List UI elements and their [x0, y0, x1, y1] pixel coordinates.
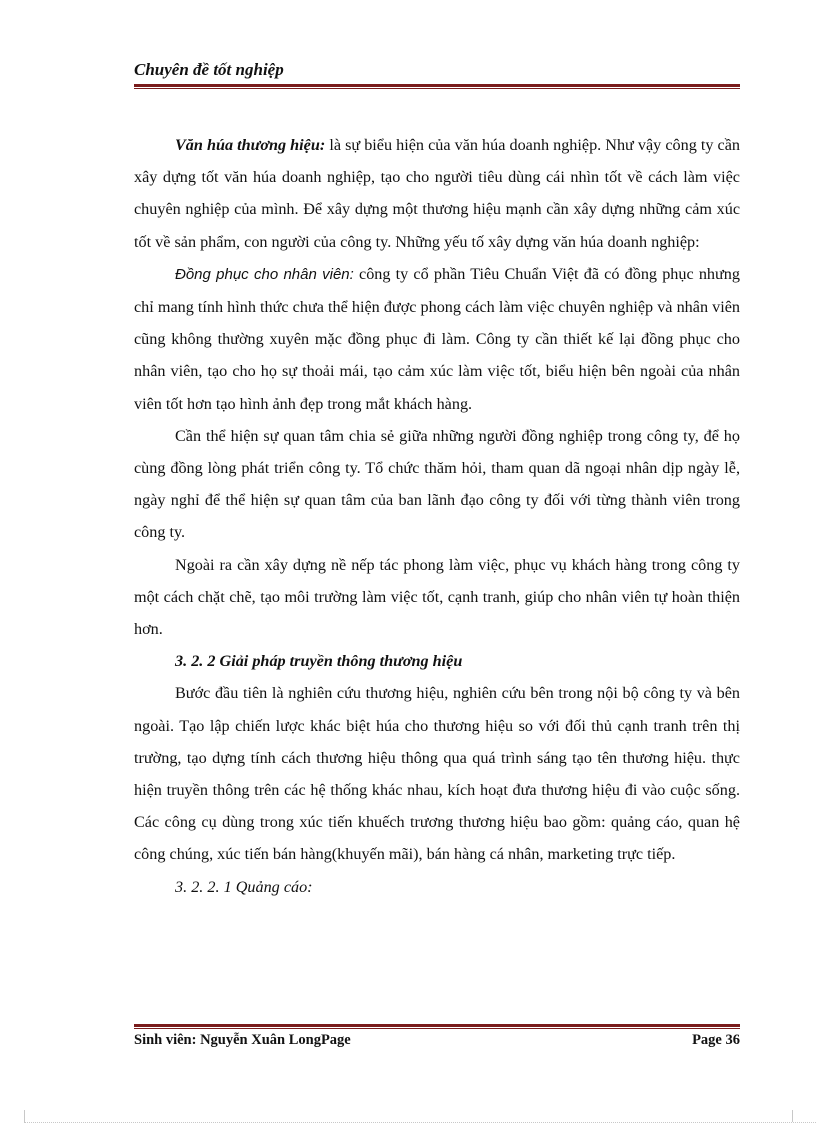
page-header [134, 60, 740, 80]
paragraph-text: công ty cổ phần Tiêu Chuẩn Việt đã có đồng phục nhưng chỉ mang tính hình thức chưa thể hiện được phong cách làm việc chuyên nghiệp và nhân viên cũng không thường xuyên mặc đồng phục đi làm. Công ty cần thiết kế lại đồng phục cho nhân viên, tạo cho họ sự thoải mái, tạo cảm xúc làm việc tốt, biểu hiện bên ngoài của nhân viên tốt hơn tạo hình ảnh đẹp trong mắt khách hàng. [134, 264, 740, 413]
paragraph-text: là sự biểu hiện của văn húa doanh nghiệp. Như vậy công ty cần xây dựng tốt văn húa doanh nghiệp, tạo cho người tiêu dùng cái nhìn tốt về cách làm việc chuyên nghiệp của mình. Để xây dựng một thương hiệu mạnh cần xây dựng những cảm xúc tốt về sản phẩm, con người của công ty. Những yếu tố xây dựng văn húa doanh nghiệp: [134, 136, 740, 251]
paragraph-lead: Đồng phục cho nhân viên: [175, 265, 354, 283]
paragraph-uniform [134, 258, 740, 420]
page-number: Page 36 [692, 1032, 740, 1048]
header-title: Chuyên đề tốt nghiệp [134, 60, 284, 79]
document-body [134, 129, 740, 903]
paragraph-lead: Văn húa thương hiệu: [175, 136, 326, 154]
paragraph-communication: Bước đầu tiên là nghiên cứu thương hiệu, nghiên cứu bên trong nội bộ công ty và bên ngoài. Tạo lập chiến lược khác biệt húa cho thương hiệu so với đối thủ cạnh tranh trên thị trường, tạo dựng tính cách thương hiệu thông qua quá trình sáng tạo tên thương hiệu. thực hiện truyền thông trên các hệ thống khác nhau, kích hoạt đưa thương hiệu đi vào cuộc sống. Các công cụ dùng trong xúc tiến khuếch trương thương hiệu bao gồm: quảng cáo, quan hệ công chúng, xúc tiến bán hàng(khuyến mãi), bán hàng cá nhân, marketing trực tiếp. [134, 684, 740, 864]
footer-rule [134, 1024, 740, 1029]
subsection-heading: 3. 2. 2. 1 Quảng cáo: [175, 877, 313, 896]
footer-author: Sinh viên: Nguyễn Xuân LongPage [134, 1032, 351, 1048]
header-rule [134, 84, 740, 89]
paragraph-care: Cần thể hiện sự quan tâm chia sẻ giữa những người đồng nghiệp trong công ty, để họ cùng đồng lòng phát triển công ty. Tổ chức thăm hỏi, tham quan dã ngoại nhân dịp ngày lễ, ngày nghỉ để thể hiện sự quan tâm của ban lãnh đạo công ty đối với từng thành viên trong công ty. [134, 426, 740, 542]
page-corner-mark [792, 1110, 793, 1122]
paragraph-discipline: Ngoài ra cần xây dựng nề nếp tác phong làm việc, phục vụ khách hàng trong công ty một cách chặt chẽ, tạo môi trường làm việc tốt, cạnh tranh, giúp cho nhân viên tự hoàn thiện hơn. [134, 555, 740, 639]
paragraph-brand-culture [134, 129, 740, 258]
page-corner-mark [24, 1110, 25, 1122]
section-heading: 3. 2. 2 Giải pháp truyền thông thương hiệu [175, 652, 463, 671]
